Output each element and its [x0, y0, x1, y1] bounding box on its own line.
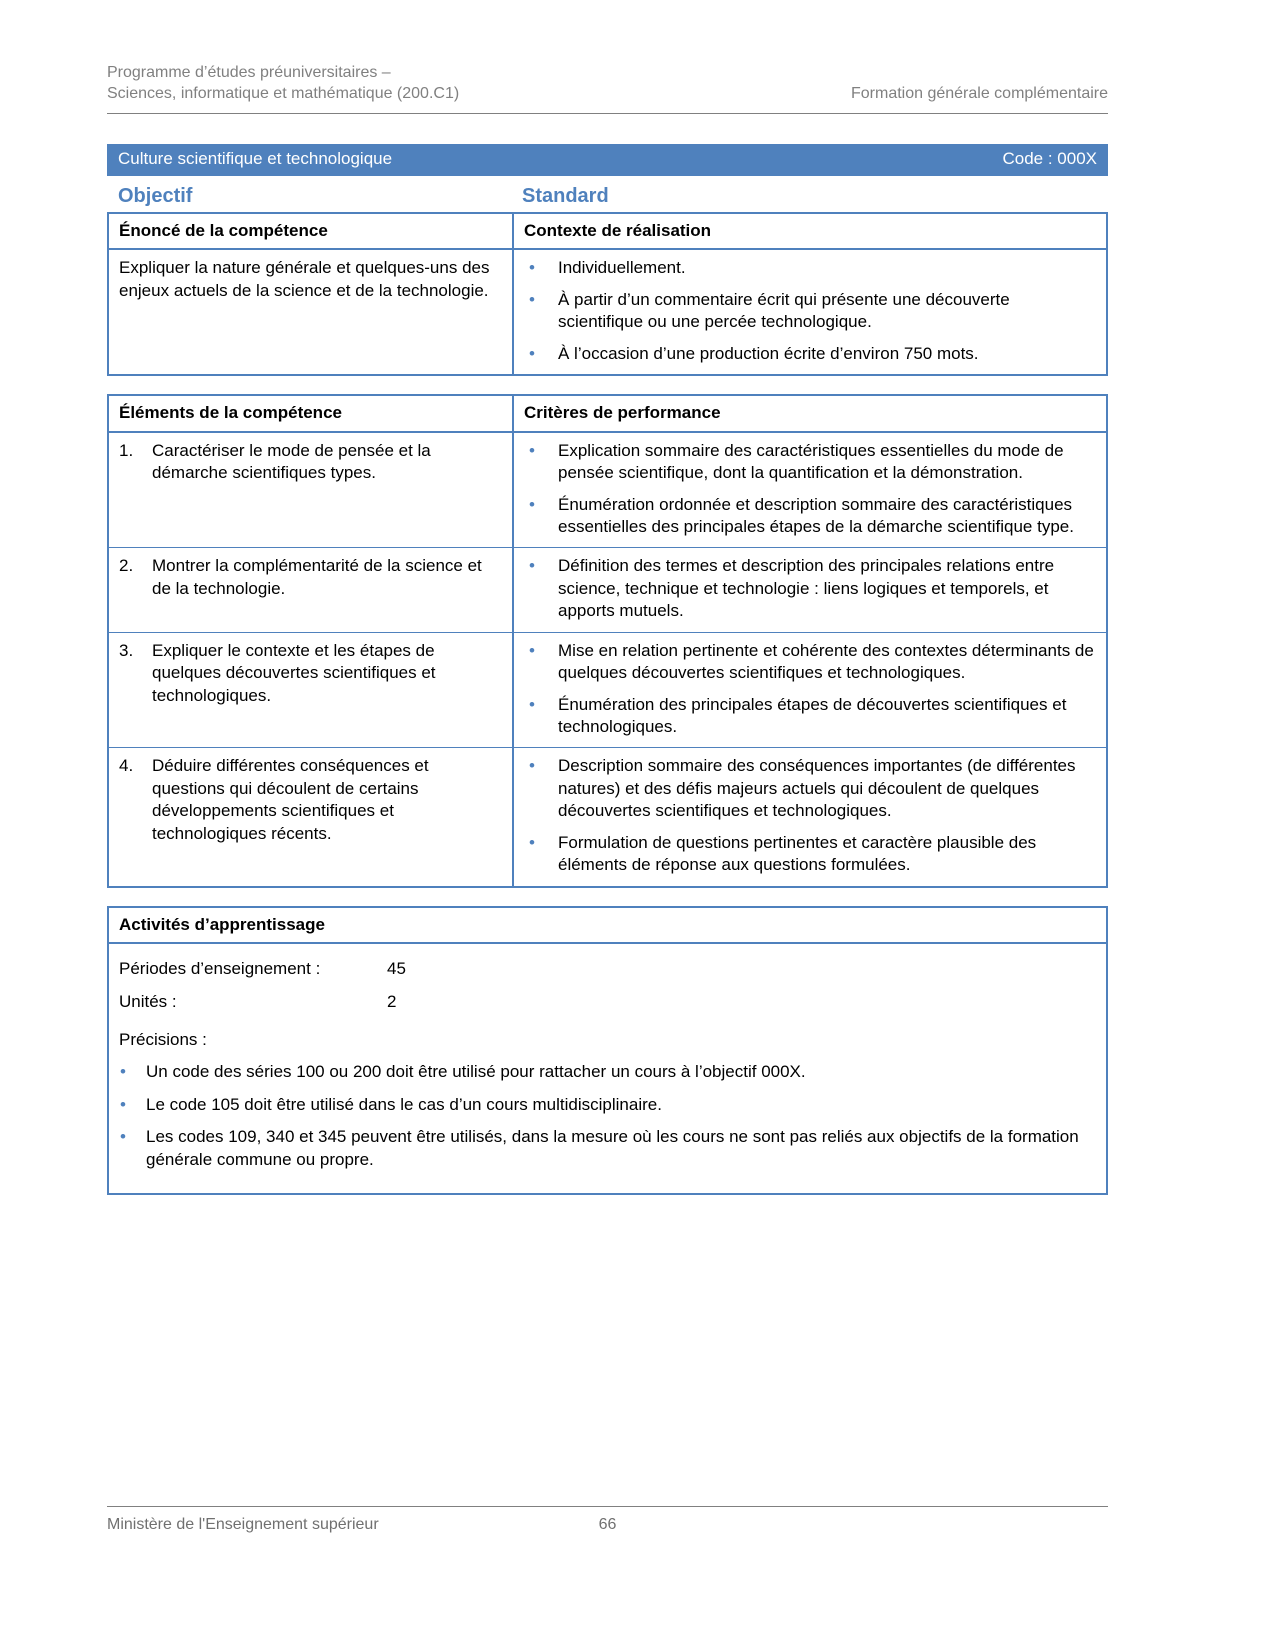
criteria-cell [514, 633, 1106, 748]
precision-text: Un code des séries 100 ou 200 doit être utilisé pour rattacher un cours à l’objectif 000X. [146, 1062, 806, 1082]
criteria-cell [514, 433, 1106, 548]
bullet-item [119, 1094, 1096, 1116]
element-row-2 [109, 547, 1106, 631]
competence-statement: Expliquer la nature générale et quelques-uns des enjeux actuels de la science et de la technologie. [109, 250, 514, 374]
bullet-icon: • [529, 258, 535, 278]
precisions-bullet-list [109, 1051, 1106, 1171]
precisions-label: Précisions : [119, 1029, 207, 1049]
element-number: 1. [119, 440, 134, 460]
bullet-icon: • [120, 1094, 126, 1114]
contexte-bullet-text: Individuellement. [558, 258, 686, 278]
activities-header-row [109, 908, 1106, 944]
criteria-bullet-list [524, 755, 1094, 876]
section-label: Formation générale complémentaire [850, 85, 1108, 103]
elements-table [107, 394, 1108, 887]
activities-table [107, 906, 1108, 1196]
element-cell [109, 433, 514, 548]
contexte-bullet-text: À l’occasion d’une production écrite d’environ 750 mots. [558, 343, 979, 363]
numbered-element [119, 440, 498, 485]
competence-table [107, 212, 1108, 376]
contexte-cell [514, 250, 1106, 374]
element-row-3 [109, 632, 1106, 748]
bullet-item [524, 555, 1094, 622]
bullet-item [524, 257, 1094, 279]
numbered-element [119, 755, 498, 845]
element-text: Montrer la complémentarité de la science et de la technologie. [152, 556, 482, 598]
bullet-item [524, 494, 1094, 539]
criteria-bullet-list [524, 640, 1094, 739]
criteria-bullet-list [524, 440, 1094, 539]
page-content [107, 62, 1108, 1195]
criteres-header: Critères de performance [524, 403, 721, 423]
element-number: 2. [119, 556, 134, 576]
bullet-item [524, 440, 1094, 485]
bullet-icon: • [529, 640, 535, 660]
element-row-1 [109, 433, 1106, 548]
criteria-text: Mise en relation pertinente et cohérente des contextes déterminants de quelques découvertes scientifiques et technologiques. [558, 640, 1094, 683]
enonce-header: Énoncé de la compétence [109, 214, 514, 248]
bullet-item [119, 1126, 1096, 1171]
bullet-item [524, 755, 1094, 822]
elements-table-header-row [109, 396, 1106, 432]
element-text: Expliquer le contexte et les étapes de quelques découvertes scientifiques et technologiques. [152, 640, 436, 705]
bullet-icon: • [529, 556, 535, 576]
bullet-item [524, 694, 1094, 739]
unites-label: Unités : [119, 991, 177, 1011]
course-code: Code : 000X [1002, 149, 1097, 169]
program-title-line1: Programme d’études préuniversitaires – [107, 64, 391, 81]
bullet-icon: • [529, 343, 535, 363]
precision-text: Le code 105 doit être utilisé dans le cas d’un cours multidisciplinaire. [146, 1094, 662, 1114]
element-cell [109, 748, 514, 885]
contexte-bullet-text: À partir d’un commentaire écrit qui présente une découverte scientifique ou une percée technologique. [558, 289, 1010, 332]
contexte-bullet-list [524, 257, 1094, 365]
program-title-line2: Sciences, informatique et mathématique (200.C1) [107, 85, 460, 103]
element-number: 3. [119, 640, 134, 660]
criteria-bullet-list [524, 555, 1094, 622]
unites-field [109, 981, 1106, 1013]
element-text: Caractériser le mode de pensée et la démarche scientifiques types. [152, 440, 431, 483]
objectif-heading: Objectif [118, 184, 193, 207]
periodes-value: 45 [387, 959, 406, 979]
bullet-item [524, 289, 1094, 334]
criteria-text: Énumération des principales étapes de découvertes scientifiques et technologiques. [558, 694, 1067, 737]
activities-header: Activités d’apprentissage [119, 914, 325, 934]
bullet-icon: • [529, 756, 535, 776]
element-row-4 [109, 747, 1106, 885]
numbered-element [119, 555, 498, 600]
criteria-text: Explication sommaire des caractéristiques essentielles du mode de pensée scientifique, dont la quantification et la démonstration. [558, 440, 1064, 483]
bullet-icon: • [120, 1062, 126, 1082]
periodes-field [109, 948, 1106, 980]
criteria-cell [514, 748, 1106, 885]
elements-header: Éléments de la compétence [109, 396, 514, 430]
bullet-icon: • [529, 289, 535, 309]
bullet-icon: • [120, 1127, 126, 1147]
unites-value: 2 [387, 991, 397, 1011]
periodes-label: Périodes d’enseignement : [119, 959, 321, 979]
page-footer [107, 1506, 1108, 1535]
running-header-left [107, 62, 459, 104]
bullet-icon: • [529, 832, 535, 852]
criteria-text: Formulation de questions pertinentes et caractère plausible des éléments de réponse aux questions formulées. [558, 832, 1037, 875]
bullet-item [524, 640, 1094, 685]
element-cell [109, 548, 514, 631]
standard-heading: Standard [522, 184, 609, 207]
criteria-text: Énumération ordonnée et description sommaire des caractéristiques essentielles des principales étapes de la démarche scientifique type. [558, 494, 1074, 536]
footer-page-number: 66 [598, 1516, 617, 1533]
criteria-text: Description sommaire des conséquences importantes (de différentes natures) et des défis majeurs actuels qui découlent de quelques découvertes scientifiques et technologiques. [558, 756, 1076, 821]
bullet-item [119, 1061, 1096, 1083]
column-headings [107, 183, 1108, 209]
course-title: Culture scientifique et technologique [118, 149, 393, 169]
competence-table-header-row [109, 214, 1106, 250]
bullet-icon: • [529, 440, 535, 460]
bullet-icon: • [529, 494, 535, 514]
bullet-icon: • [529, 694, 535, 714]
element-cell [109, 633, 514, 748]
activities-body [109, 944, 1106, 1193]
contexte-header: Contexte de réalisation [524, 221, 712, 241]
bullet-item [524, 343, 1094, 365]
running-header [107, 62, 1108, 114]
footer-inner [107, 1514, 1108, 1535]
activities-body-row [109, 944, 1106, 1193]
element-number: 4. [119, 756, 134, 776]
title-bar [107, 144, 1108, 175]
footer-ministry: Ministère de l'Enseignement supérieur [107, 1516, 379, 1533]
precision-text: Les codes 109, 340 et 345 peuvent être utilisés, dans la mesure où les cours ne sont pas reliés aux objectifs de la formation générale commune ou propre. [146, 1127, 1079, 1169]
numbered-element [119, 640, 498, 707]
criteria-text: Définition des termes et description des principales relations entre science, technique et technologie : liens logiques et temporels, et apports mutuels. [558, 556, 1055, 621]
criteria-cell [514, 548, 1106, 631]
bullet-item [524, 832, 1094, 877]
competence-table-body-row [109, 250, 1106, 374]
element-text: Déduire différentes conséquences et questions qui découlent de certains développements scientifiques et technologiques récents. [152, 756, 429, 843]
